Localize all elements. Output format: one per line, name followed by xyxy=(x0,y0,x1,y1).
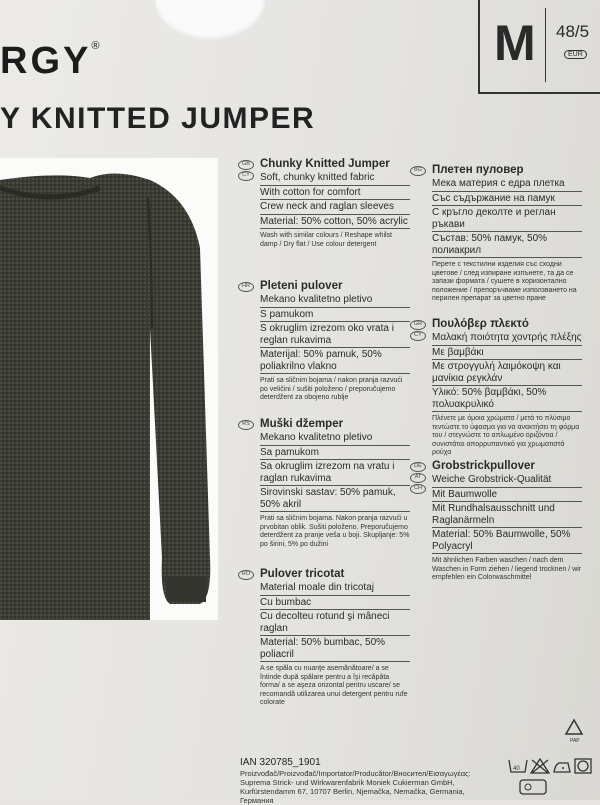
section-title: Chunky Knitted Jumper xyxy=(260,158,390,170)
sweater-body xyxy=(0,173,210,620)
country-code-badge xyxy=(410,320,426,342)
country-code: HR xyxy=(238,282,254,292)
feature-line: Sa okruglim izrezom na vratu i raglan rukavima xyxy=(260,461,410,486)
country-code: BG xyxy=(410,166,426,176)
feature-line: Sa pamukom xyxy=(260,447,410,461)
feature-line: Mekano kvalitetno pletivo xyxy=(260,432,410,446)
country-code: AT xyxy=(410,473,426,483)
feature-line: Crew neck and raglan sleeves xyxy=(260,201,410,215)
size-letter: M xyxy=(494,15,536,71)
section-lines xyxy=(432,474,582,583)
section-title: Pulover tricotat xyxy=(260,568,345,580)
care-text: Перете с текстилни изделия със сходни цветове / след изпиране изпънете, та да се запази формата / сушете в хоризонтално положение / препоръчваме използването на перилен препарат за цветно пране xyxy=(432,261,577,302)
feature-line: Със съдържание на памук xyxy=(432,193,582,207)
care-text: Prati sa sličnim bojama / nakon pranja razvući po veličini / sušiti položeno / preporučujemo deterdžent za obojeno rublje xyxy=(260,377,403,401)
svg-text:PAP: PAP xyxy=(570,738,580,744)
importer-text: Proizvođač/Proizvođač/Importator/Producător/Вносител/Εισαγωγέας: Suprema Strick- und Wirkwarenfabrik Moniek Cukierman GmbH, Kurfürstendamm 67, 10707 Berlin, Njemačka, Nemačka, Germania, Германия xyxy=(240,769,471,805)
recycle-icon xyxy=(566,720,582,744)
ian-code: IAN 320785_1901 xyxy=(240,757,321,768)
country-code: RS xyxy=(238,420,254,430)
feature-line: S okruglim izrezom oko vrata i reglan rukavima xyxy=(260,323,410,348)
feature-line: Mit Rundhalsausschnitt und Raglanärmeln xyxy=(432,503,582,528)
care-text: Πλένετε με όμοια χρώματα / μετά το πλύσιμο τεντώστε το ύφασμα για να ανακτήσει τη φόρμα του / στεγνώστε το απλωμένο οριζόντια / συνιστάται απορρυπαντικό για χρωματιστά ρούχα xyxy=(432,415,580,456)
feature-line: Μαλακή ποιότητα χοντρής πλέξης xyxy=(432,332,582,346)
feature-line: Με στρογγυλή λαιμόκοψη και μανίκια ρεγκλάν xyxy=(432,361,582,386)
no-bleach-icon xyxy=(531,759,549,773)
country-code-badge xyxy=(238,570,254,581)
material-line: Materijal: 50% pamuk, 50% poliakrilno vlakno xyxy=(260,349,410,374)
country-code-badge xyxy=(410,166,426,177)
material-line: Υλικό: 50% βαμβάκι, 50% πολυακρυλικό xyxy=(432,387,582,412)
iron-icon xyxy=(554,763,570,772)
feature-line: Cu decolteu rotund şi mâneci raglan xyxy=(260,611,410,636)
section-title: Πουλόβερ πλεκτό xyxy=(432,318,529,330)
care-icons xyxy=(506,716,596,796)
country-code-badge xyxy=(238,420,254,431)
brand-logo xyxy=(0,40,102,83)
section-lines xyxy=(260,294,410,403)
section-lines xyxy=(260,172,410,249)
country-code: CH xyxy=(410,484,426,494)
country-code: DE xyxy=(410,462,426,472)
sweater-cuff xyxy=(164,576,206,602)
care-text: Mit ähnlichen Farben waschen / nach dem Waschen in Form ziehen / liegend trocknen / wir empfehlen ein Colorwaschmittel xyxy=(432,557,582,581)
care-text: Wash with similar colours / Reshape whilst damp / Dry flat / Use colour detergent xyxy=(260,232,393,248)
size-box xyxy=(478,0,600,94)
sweater-photo xyxy=(0,158,218,620)
material-line: Material: 50% bumbac, 50% poliacril xyxy=(260,637,410,662)
feature-line: With cotton for comfort xyxy=(260,187,410,201)
country-code: GR xyxy=(410,320,426,330)
material-line: Sirovinski sastav: 50% pamuk, 50% akril xyxy=(260,487,410,512)
material-line: Material: 50% cotton, 50% acrylic xyxy=(260,216,410,230)
country-code: CY xyxy=(238,171,254,181)
country-code: GB xyxy=(238,160,254,170)
section-lines xyxy=(260,582,410,708)
feature-line: Mekano kvalitetno pletivo xyxy=(260,294,410,308)
size-divider xyxy=(545,8,546,82)
care-text: Prati sa sličnim bojama. Nakon pranja razvući u prvobitan oblik. Sušiti položeno. Preporučujemo deterdžent za pranje veša u boji. Skupljanje: 5% po širini, 5% po dužini xyxy=(260,515,410,548)
feature-line: Material moale din tricotaj xyxy=(260,582,410,596)
section-lines xyxy=(260,432,410,549)
feature-line: Mit Baumwolle xyxy=(432,489,582,503)
country-code-badge xyxy=(238,282,254,293)
section-title: Pleteni pulover xyxy=(260,280,343,292)
care-text: A se spăla cu nuanţe asemănătoare/ a se întinde după spălare pentru a îşi recăpăta forma/ a se aşeza orizontal pentru uscare/ se recomandă utilizarea unui detergent pentru rufe colorate xyxy=(260,665,408,706)
feature-line: Cu bumbac xyxy=(260,597,410,611)
country-code-badge xyxy=(410,462,426,495)
importer-footer xyxy=(240,758,490,805)
material-line: Material: 50% Baumwolle, 50% Polyacryl xyxy=(432,529,582,554)
section-title: Muški džemper xyxy=(260,418,344,430)
dry-clean-icon xyxy=(520,780,546,794)
registered-mark: ® xyxy=(91,40,103,52)
feature-line: С кръгло деколте и реглан ръкави xyxy=(432,207,582,232)
brand-name: RGY xyxy=(0,40,92,82)
section-title: Grobstrickpullover xyxy=(432,460,535,472)
feature-line: S pamukom xyxy=(260,309,410,323)
size-number: 48/5 xyxy=(556,22,590,41)
section-lines xyxy=(432,332,582,458)
section-title: Плетен пуловер xyxy=(432,164,524,176)
country-code-badge xyxy=(238,160,254,182)
section-lines xyxy=(432,178,582,304)
size-region: EUR xyxy=(564,50,587,59)
country-code: RO xyxy=(238,570,254,580)
feature-line: Με βαμβάκι xyxy=(432,347,582,361)
wash-40-icon xyxy=(509,760,527,772)
feature-line: Weiche Grobstrick-Qualität xyxy=(432,474,582,488)
product-headline: Y KNITTED JUMPER xyxy=(0,102,316,135)
feature-line: Мека материя с едра плетка xyxy=(432,178,582,192)
country-code: CY xyxy=(410,331,426,341)
svg-text:40: 40 xyxy=(513,766,520,772)
tumble-dry-icon xyxy=(575,759,591,773)
material-line: Състав: 50% памук, 50% полиакрил xyxy=(432,233,582,258)
feature-line: Soft, chunky knitted fabric xyxy=(260,172,410,186)
